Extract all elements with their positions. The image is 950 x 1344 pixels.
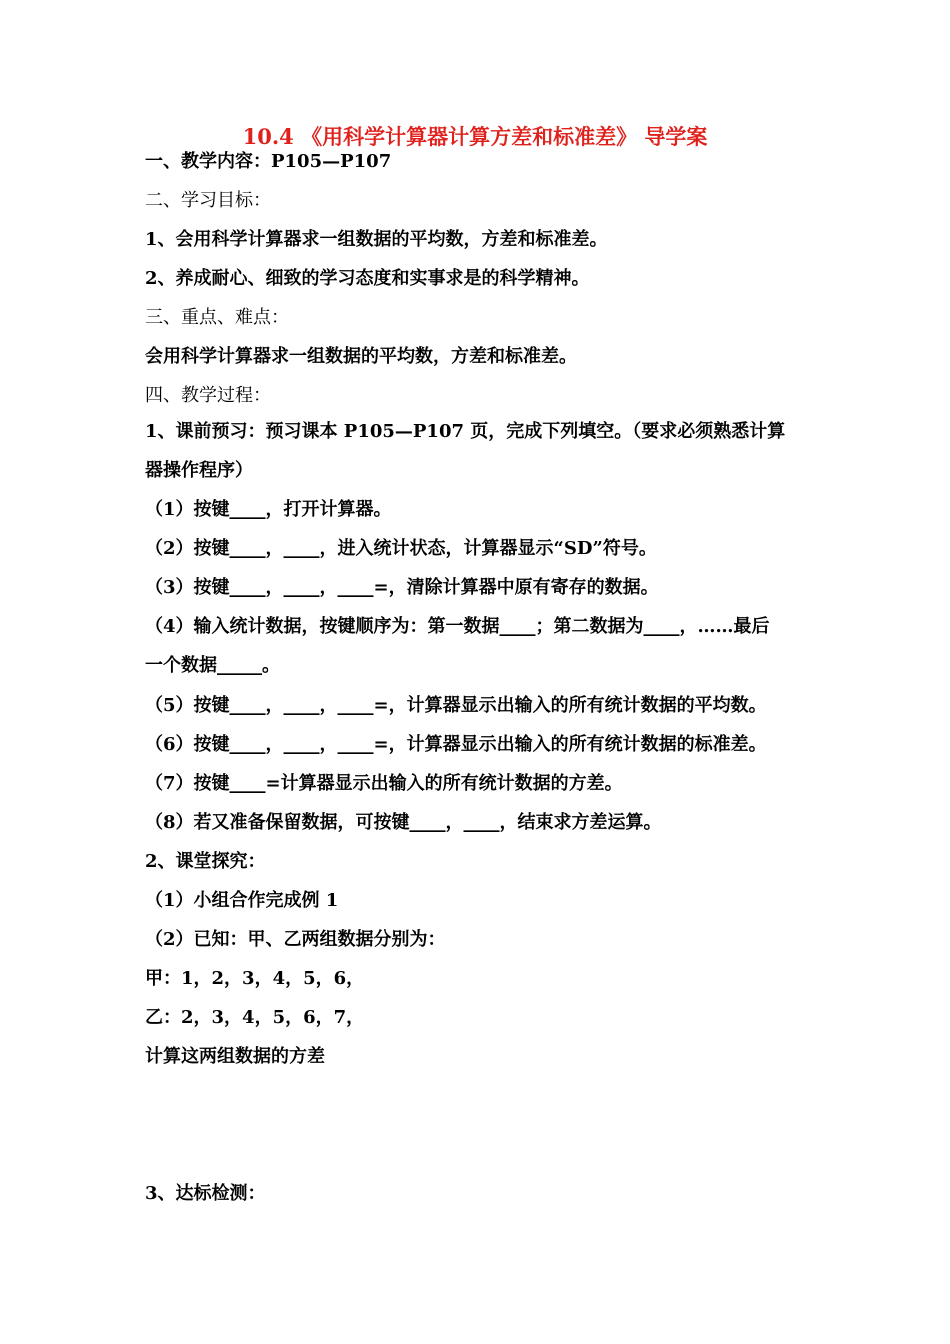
text-line: （5）按键____，____，____=，计算器显示出输入的所有统计数据的平均数。 [145,695,767,716]
text-line: 二、学习目标： [145,190,271,211]
text-line: 3、达标检测： [145,1183,266,1204]
text-line: （8）若又准备保留数据，可按键____，____，结束求方差运算。 [145,812,662,833]
text-line: 四、教学过程： [145,385,271,406]
text-line: 2、养成耐心、细致的学习态度和实事求是的科学精神。 [145,268,590,289]
text-line: 计算这两组数据的方差 [145,1046,325,1067]
text-line: 2、课堂探究： [145,851,266,872]
text-line: 1、会用科学计算器求一组数据的平均数，方差和标准差。 [145,229,608,250]
text-line: 三、重点、难点： [145,307,289,328]
text-line: （3）按键____，____，____=，清除计算器中原有寄存的数据。 [145,577,659,598]
text-line: 甲：1，2，3，4，5，6， [145,968,365,989]
text-line: （1）小组合作完成例 1 [145,890,339,911]
text-line: （2）按键____，____，进入统计状态，计算器显示“SD”符号。 [145,538,657,559]
text-line: 1、课前预习：预习课本 P105—P107 页，完成下列填空。（要求必须熟悉计算 [145,421,786,442]
text-line: 一个数据_____。 [145,655,280,676]
text-line: （7）按键____=计算器显示出输入的所有统计数据的方差。 [145,773,623,794]
text-line: （1）按键____，打开计算器。 [145,499,392,520]
text-line: 一、教学内容：P105—P107 [145,151,392,172]
text-line: 乙：2，3，4，5，6，7， [145,1007,365,1028]
document-title: 10.4 《用科学计算器计算方差和标准差》 导学案 [242,124,708,149]
text-line: （2）已知：甲、乙两组数据分别为： [145,929,446,950]
text-line: （6）按键____，____，____=，计算器显示出输入的所有统计数据的标准差。 [145,734,767,755]
text-line: 器操作程序） [145,460,253,481]
text-line: （4）输入统计数据，按键顺序为：第一数据____；第二数据为____，……最后 [145,616,770,637]
text-line: 会用科学计算器求一组数据的平均数，方差和标准差。 [145,346,577,367]
